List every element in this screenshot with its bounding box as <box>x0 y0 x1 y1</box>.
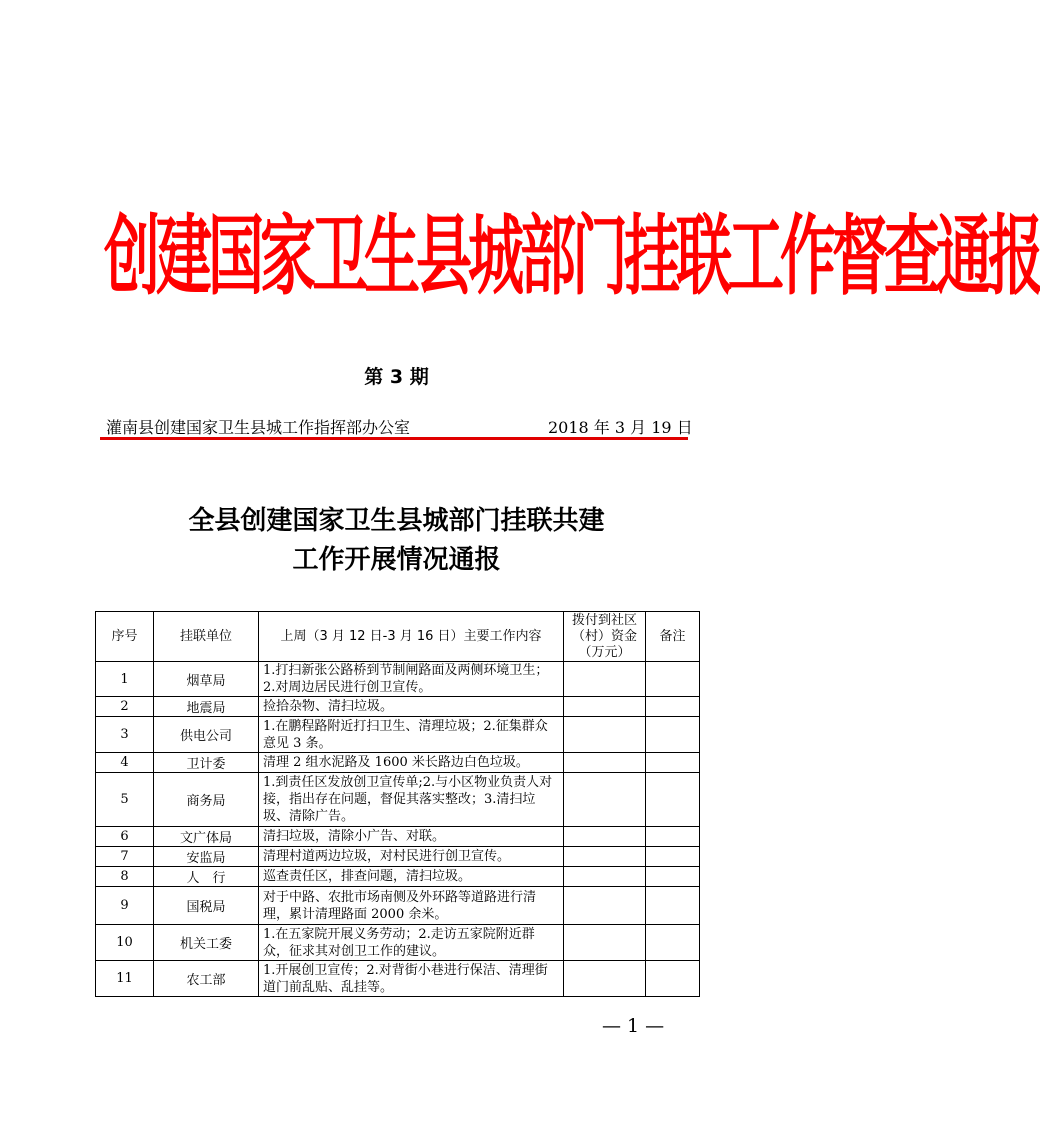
row-work: 1.到责任区发放创卫宣传单;2.与小区物业负责人对接，指出存在问题，督促其落实整改；3.清扫垃圾、清除广告。 <box>259 773 564 827</box>
row-note <box>646 887 700 925</box>
row-note <box>646 867 700 887</box>
row-note <box>646 717 700 753</box>
row-unit: 农工部 <box>154 961 259 997</box>
row-no: 4 <box>96 753 154 773</box>
row-no: 9 <box>96 887 154 925</box>
title-line-1: 全县创建国家卫生县城部门挂联共建 <box>188 506 605 536</box>
work-report-table <box>95 611 700 997</box>
row-work: 1.开展创卫宣传；2.对背街小巷进行保洁、清理街道门前乱贴、乱挂等。 <box>259 961 564 997</box>
red-divider <box>100 437 688 440</box>
row-unit: 烟草局 <box>154 662 259 697</box>
header-note: 备注 <box>646 612 700 662</box>
table-row <box>96 887 700 925</box>
row-no: 7 <box>96 847 154 867</box>
header-fund: 拨付到社区（村）资金（万元） <box>564 612 646 662</box>
row-unit: 国税局 <box>154 887 259 925</box>
table-row <box>96 717 700 753</box>
row-no: 8 <box>96 867 154 887</box>
row-no: 5 <box>96 773 154 827</box>
table-row <box>96 773 700 827</box>
row-work: 捡拾杂物、清扫垃圾。 <box>259 697 564 717</box>
table-row <box>96 662 700 697</box>
row-no: 3 <box>96 717 154 753</box>
row-fund <box>564 753 646 773</box>
row-work: 对于中路、农批市场南侧及外环路等道路进行清理，累计清理路面 2000 余米。 <box>259 887 564 925</box>
row-note <box>646 827 700 847</box>
row-unit: 安监局 <box>154 847 259 867</box>
table-row <box>96 867 700 887</box>
table-row <box>96 847 700 867</box>
header-unit: 挂联单位 <box>154 612 259 662</box>
row-note <box>646 773 700 827</box>
row-fund <box>564 773 646 827</box>
row-note <box>646 925 700 961</box>
table-header-row <box>96 612 700 662</box>
row-note <box>646 697 700 717</box>
table-row <box>96 697 700 717</box>
row-note <box>646 662 700 697</box>
row-fund <box>564 961 646 997</box>
document-title <box>0 502 793 580</box>
row-no: 6 <box>96 827 154 847</box>
table-row <box>96 753 700 773</box>
row-fund <box>564 717 646 753</box>
row-unit: 地震局 <box>154 697 259 717</box>
table-row <box>96 925 700 961</box>
table-row <box>96 827 700 847</box>
row-work: 1.在五家院开展义务劳动；2.走访五家院附近群众，征求其对创卫工作的建议。 <box>259 925 564 961</box>
table-row <box>96 961 700 997</box>
header-no: 序号 <box>96 612 154 662</box>
issue-number: 第 3 期 <box>364 366 429 388</box>
row-work: 1.在鹏程路附近打扫卫生、清理垃圾；2.征集群众意见 3 条。 <box>259 717 564 753</box>
row-unit: 机关工委 <box>154 925 259 961</box>
row-work: 清扫垃圾，清除小广告、对联。 <box>259 827 564 847</box>
header-work: 上周（3 月 12 日-3 月 16 日）主要工作内容 <box>259 612 564 662</box>
row-note <box>646 753 700 773</box>
issuer-office: 灌南县创建国家卫生县城工作指挥部办公室 <box>106 418 411 437</box>
row-no: 10 <box>96 925 154 961</box>
row-no: 11 <box>96 961 154 997</box>
row-no: 2 <box>96 697 154 717</box>
row-unit: 供电公司 <box>154 717 259 753</box>
row-note <box>646 961 700 997</box>
row-fund <box>564 887 646 925</box>
title-line-2: 工作开展情况通报 <box>292 545 501 575</box>
masthead-title: 创建国家卫生县城部门挂联工作督查通报 <box>104 206 1040 308</box>
row-fund <box>564 697 646 717</box>
row-work: 巡查责任区，排查问题，清扫垃圾。 <box>259 867 564 887</box>
row-note <box>646 847 700 867</box>
row-unit: 商务局 <box>154 773 259 827</box>
issue-date: 2018 年 3 月 19 日 <box>548 418 693 437</box>
page-number: — 1 — <box>602 1015 665 1037</box>
row-no: 1 <box>96 662 154 697</box>
row-fund <box>564 662 646 697</box>
row-unit: 卫计委 <box>154 753 259 773</box>
row-fund <box>564 925 646 961</box>
row-fund <box>564 867 646 887</box>
row-fund <box>564 847 646 867</box>
row-work: 清理村道两边垃圾，对村民进行创卫宣传。 <box>259 847 564 867</box>
row-unit: 人 行 <box>154 867 259 887</box>
row-work: 1.打扫新张公路桥到节制闸路面及两侧环境卫生；2.对周边居民进行创卫宣传。 <box>259 662 564 697</box>
row-unit: 文广体局 <box>154 827 259 847</box>
row-work: 清理 2 组水泥路及 1600 米长路边白色垃圾。 <box>259 753 564 773</box>
row-fund <box>564 827 646 847</box>
